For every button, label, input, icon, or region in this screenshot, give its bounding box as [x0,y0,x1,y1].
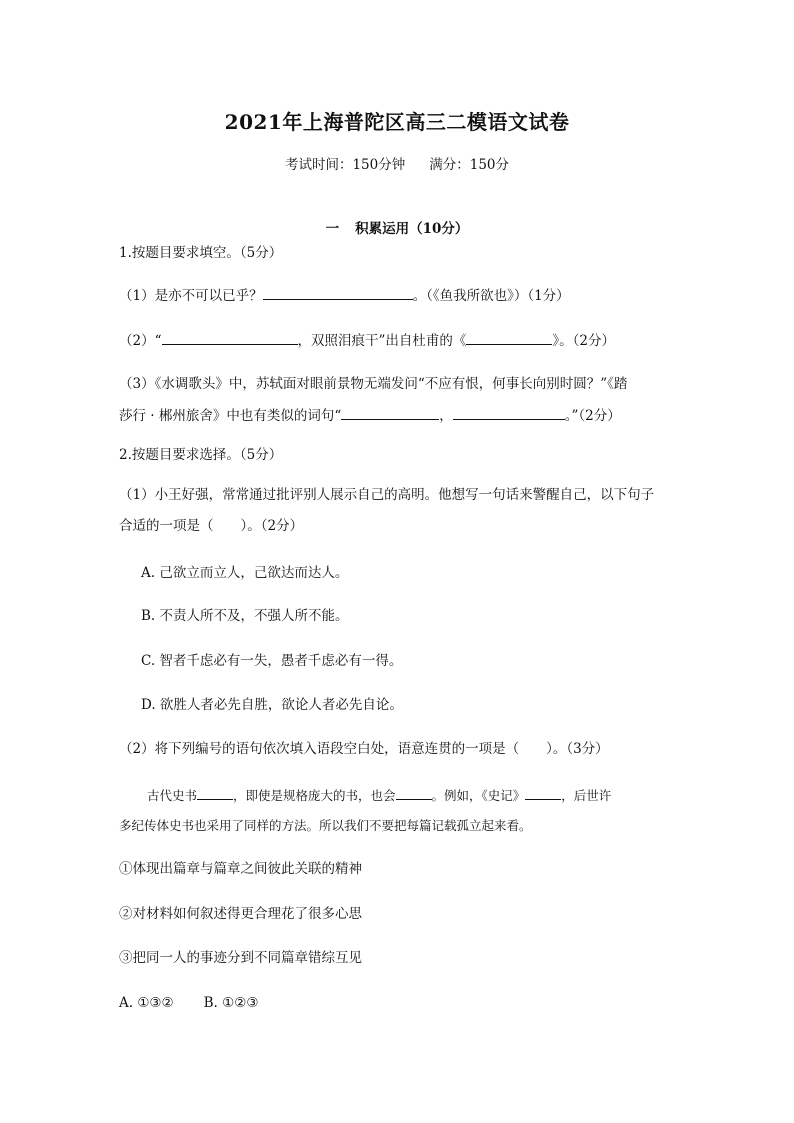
q2-sub2-item-3: ③把同一人的事迹分到不同篇章错综互见 [119,950,362,966]
q2-sub1-option-a[interactable]: A. 己欲立而立人，己欲达而达人。 [141,565,349,581]
q1-sub3-text-b: ， [439,408,453,424]
passage-text-2: ，即使是规格庞大的书，也会 [233,788,396,803]
passage-blank-2[interactable] [396,786,432,800]
q2-stem: 2.按题目要求选择。（5分） [119,447,283,463]
passage-text-1: 古代史书 [147,788,198,803]
q2-sub2-choice-b[interactable]: B. ①②③ [203,995,259,1011]
passage-blank-1[interactable] [197,786,233,800]
section-number: 一 [325,221,340,237]
q1-sub2-text-a: （2）“ [119,333,162,349]
q2-sub1-option-c[interactable]: C. 智者千虑必有一失，愚者千虑必有一得。 [141,653,403,669]
q2-sub1-option-d[interactable]: D. 欲胜人者必先自胜，欲论人者必先自论。 [141,697,403,713]
exam-score: 满分：150分 [429,157,510,173]
q2-sub1-line1: （1）小王好强，常常通过批评别人展示自己的高明。他想写一句话来警醒自己，以下句子 [119,487,655,503]
passage-text-3: 。例如，《史记》 [431,788,526,803]
q1-sub3-line1: （3）《水调歌头》中，苏轼面对眼前景物无端发问“不应有恨，何事长向别时圆？”《踏 [119,376,628,392]
q2-sub2-item-2: ②对材料如何叙述得更合理花了很多心思 [119,906,362,922]
section-name: 积累运用（10分） [355,221,469,237]
q1-sub3-blank-2[interactable] [453,405,565,420]
q1-sub2-text-c: 》。（2分） [552,333,615,349]
q1-sub3-line2 [119,405,621,425]
exam-title: 2021年上海普陀区高三二模语文试卷 [224,110,570,134]
q1-sub1-text: （1）是亦不可以已乎？ [119,288,263,304]
q1-sub3-text-c: 。”（2分） [564,408,621,424]
passage-line-2: 多纪传体史书也采用了同样的方法。所以我们不要把每篇记载孤立起来看。 [119,818,532,833]
exam-time: 考试时间：150分钟 [284,157,406,173]
q1-sub1-blank[interactable] [263,285,413,300]
q1-sub3-blank-1[interactable] [341,405,439,420]
q1-sub2-text-b: ，双照泪痕干”出自杜甫的《 [297,333,467,349]
q1-stem: 1.按题目要求填空。（5分） [119,245,283,261]
q1-sub3-text-a: 莎行 · 郴州旅舍》中也有类似的词句“ [119,408,342,424]
q2-sub1-option-b[interactable]: B. 不责人所不及，不强人所不能。 [141,608,349,624]
q1-sub2-blank-1[interactable] [162,330,298,345]
q2-sub2-item-1: ①体现出篇章与篇章之间彼此关联的精神 [119,861,362,877]
q1-sub1-source: 。（《鱼我所欲也》）（1分） [412,288,570,304]
q2-sub2-choice-a[interactable]: A. ①③② [119,995,174,1011]
passage-line-1 [147,786,611,804]
q1-sub2 [119,330,615,350]
passage-blank-3[interactable] [525,786,561,800]
exam-info [0,153,794,173]
q1-sub1 [119,285,570,305]
q2-sub2-stem: （2）将下列编号的语句依次填入语段空白处，语意连贯的一项是（ ）。（3分） [119,741,609,757]
section-heading [0,217,794,237]
q1-sub2-blank-2[interactable] [466,330,552,345]
passage-text-4: ，后世许 [561,788,612,803]
q2-sub2-choices [119,994,258,1012]
q2-sub1-line2: 合适的一项是（ ）。（2分） [119,518,304,534]
